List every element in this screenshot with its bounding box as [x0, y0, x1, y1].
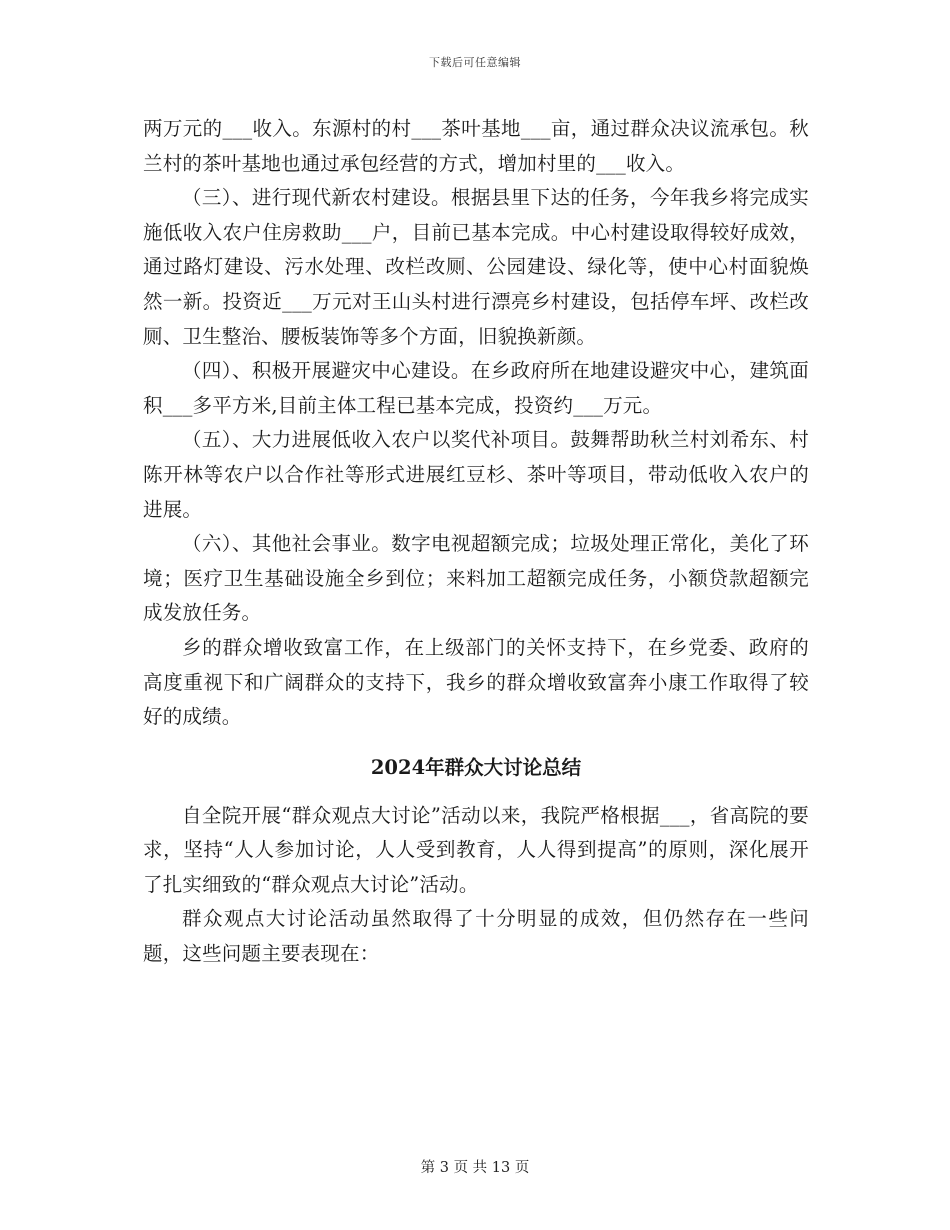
paragraph-section-5: （五）、大力进展低收入农户以奖代补项目。鼓舞帮助秋兰村刘希东、村陈开林等农户以合作社等形式进展红豆杉、茶叶等项目，带动低收入农户的进展。 — [143, 428, 809, 521]
paragraph-section-4: （四）、积极开展避灾中心建设。在乡政府所在地建设避灾中心，建筑面积___多平方米,目前主体工程已基本完成，投资约___万元。 — [143, 359, 809, 417]
paragraph-continuation: 两万元的___收入。东源村的村___茶叶基地___亩，通过群众决议流承包。秋兰村的茶叶基地也通过承包经营的方式，增加村里的___收入。 — [143, 117, 809, 175]
paragraph-section-3: （三）、进行现代新农村建设。根据县里下达的任务，今年我乡将完成实施低收入农户住房救助___户，目前已基本完成。中心村建设取得较好成效，通过路灯建设、污水处理、改栏改厕、公园建设、绿化等，使中心村面貌焕然一新。投资近___万元对王山头村进行漂亮乡村建设，包括停车坪、改栏改厕、卫生整治、腰板装饰等多个方面，旧貌换新颜。 — [143, 186, 809, 348]
paragraph-problems: 群众观点大讨论活动虽然取得了十分明显的成效，但仍然存在一些问题，这些问题主要表现在： — [143, 907, 809, 966]
page-header: 下载后可任意编辑 — [429, 56, 521, 69]
paragraph-section-6: （六）、其他社会事业。数字电视超额完成；垃圾处理正常化，美化了环境；医疗卫生基础设施全乡到位；来料加工超额完成任务，小额贷款超额完成发放任务。 — [143, 532, 809, 625]
section-title: 2024年群众大讨论总结 — [370, 755, 582, 779]
page-footer: 第 3 页 共 13 页 — [420, 1160, 530, 1176]
paragraph-intro: 自全院开展“群众观点大讨论”活动以来，我院严格根据___，省高院的要求，坚持“人人参加讨论，人人受到教育，人人得到提高”的原则，深化展开了扎实细致的“群众观点大讨论”活动。 — [143, 803, 809, 896]
document-body — [143, 112, 809, 972]
paragraph-summary: 乡的群众增收致富工作，在上级部门的关怀支持下，在乡党委、政府的高度重视下和广阔群众的支持下，我乡的群众增收致富奔小康工作取得了较好的成绩。 — [143, 635, 809, 729]
